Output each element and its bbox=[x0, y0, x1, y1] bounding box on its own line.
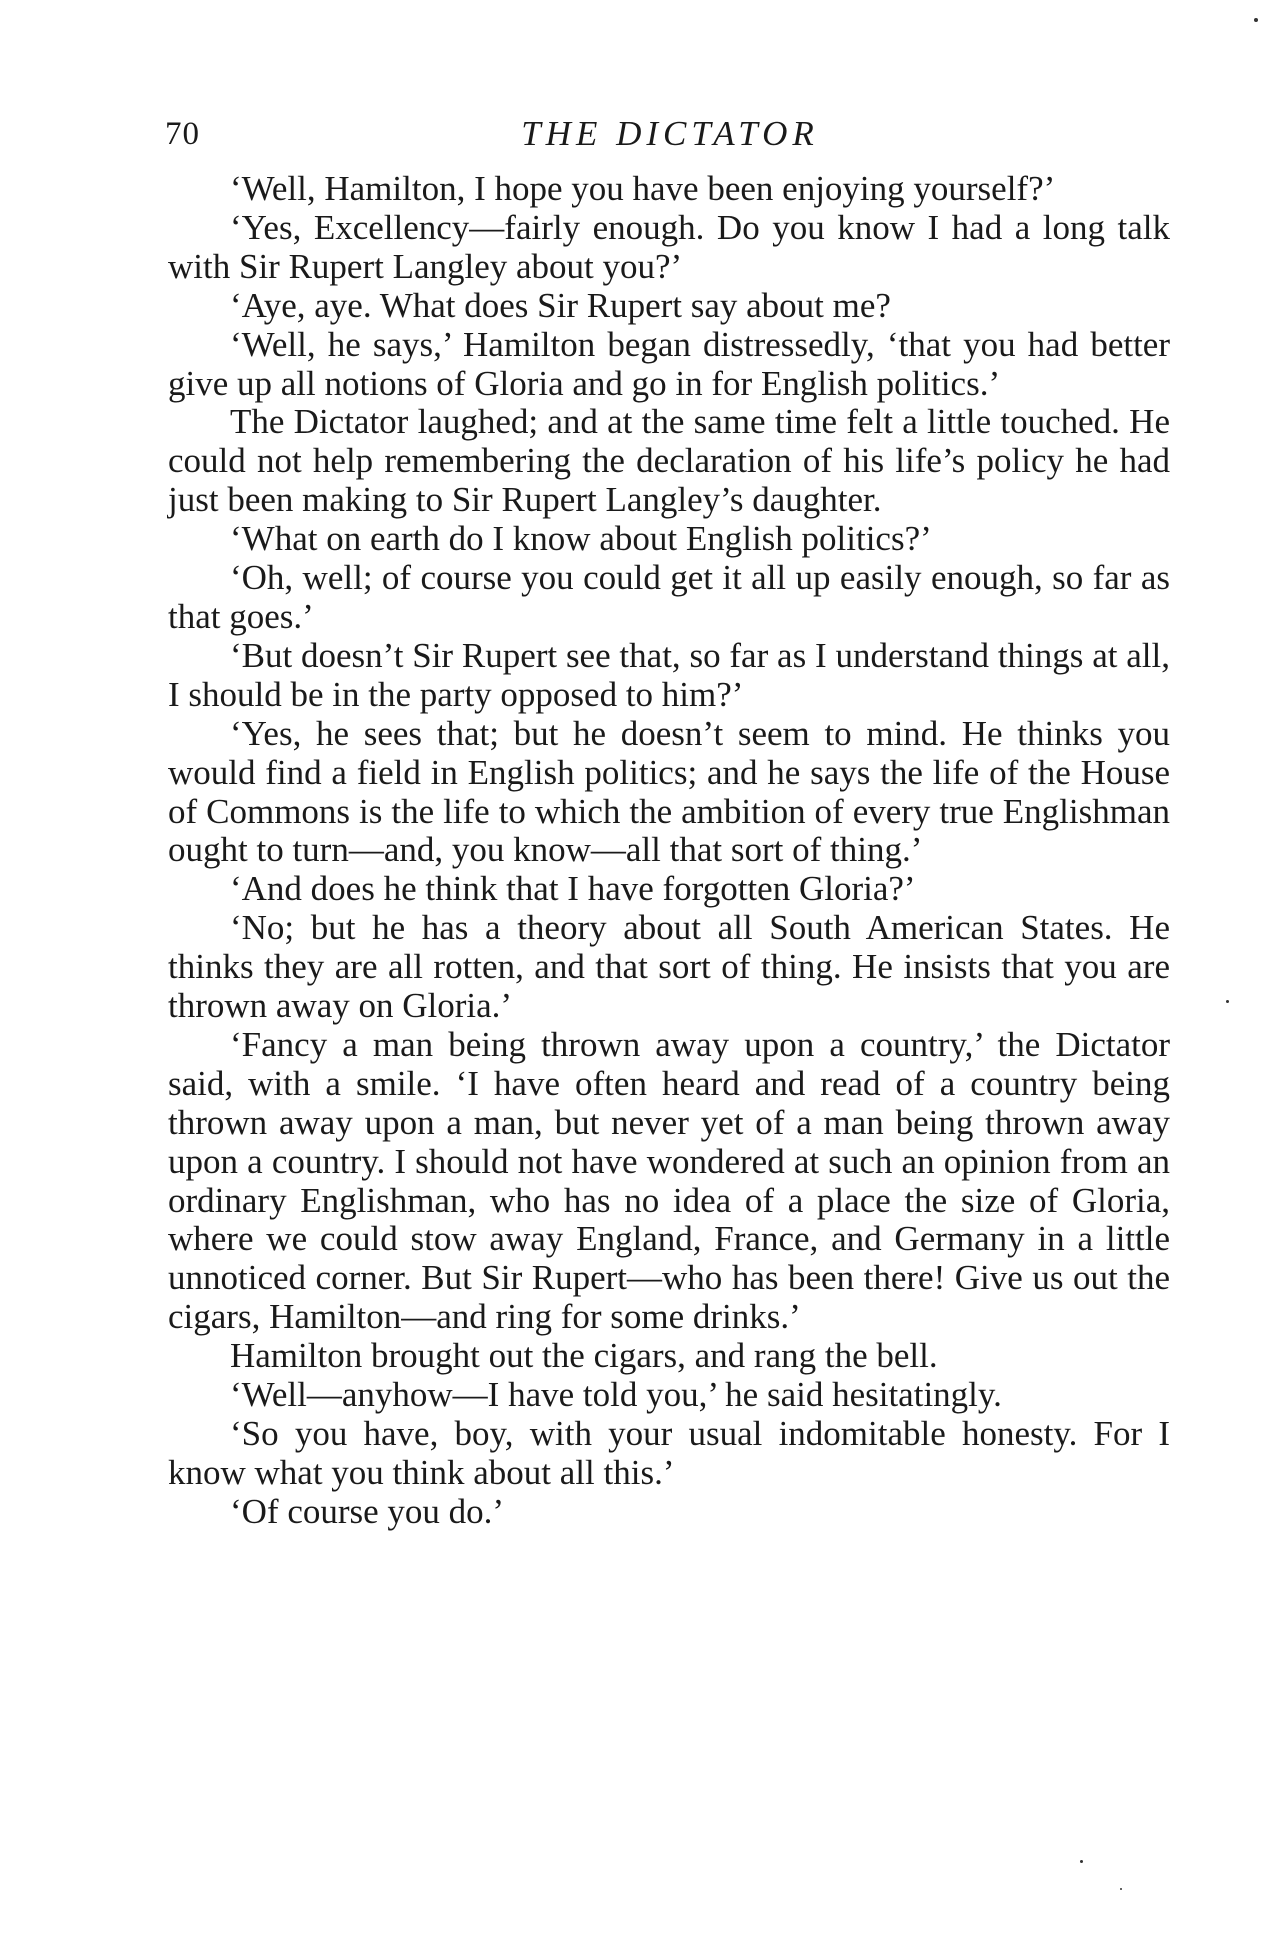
paragraph: ‘Yes, he sees that; but he doesn’t seem to mind. He thinks you would find a field in English politics; and he says the life of the House of Commons is the life to which the ambition of every true Englishman ought to turn—and, you know—all that sort of thing.’ bbox=[168, 713, 1170, 870]
paragraph: ‘Yes, Excellency—fairly enough. Do you know I had a long talk with Sir Rupert Langley about you?’ bbox=[168, 207, 1170, 286]
paragraph: ‘What on earth do I know about English politics?’ bbox=[230, 519, 932, 559]
paragraph: ‘Well—anyhow—I have told you,’ he said hesitatingly. bbox=[230, 1375, 1002, 1415]
body-text bbox=[168, 170, 1170, 1532]
running-title: THE DICTATOR bbox=[521, 114, 819, 153]
paragraph: ‘And does he think that I have forgotten Gloria?’ bbox=[230, 869, 916, 909]
paragraph: ‘Well, Hamilton, I hope you have been enjoying yourself?’ bbox=[230, 169, 1056, 208]
page-number: 70 bbox=[165, 116, 200, 152]
scan-speck bbox=[1120, 1888, 1122, 1890]
scan-speck bbox=[1080, 1860, 1083, 1863]
scan-speck bbox=[1226, 1000, 1229, 1003]
paragraph: Hamilton brought out the cigars, and rang the bell. bbox=[230, 1336, 938, 1376]
paragraph: ‘Aye, aye. What does Sir Rupert say about me? bbox=[230, 285, 891, 325]
paragraph: ‘Oh, well; of course you could get it all up easily enough, so far as that goes.’ bbox=[168, 558, 1170, 636]
paragraph: ‘But doesn’t Sir Rupert see that, so far as I understand things at all, I should be in the party opposed to him?’ bbox=[168, 635, 1170, 714]
paragraph: ‘So you have, boy, with your usual indomitable honesty. For I know what you think about all this.’ bbox=[168, 1414, 1170, 1492]
paragraph: The Dictator laughed; and at the same time felt a little touched. He could not help remembering the declaration of his life’s policy he had just been making to Sir Rupert Langley’s daughter. bbox=[168, 402, 1170, 520]
paragraph: ‘Fancy a man being thrown away upon a country,’ the Dictator said, with a smile. ‘I have often heard and read of a country being thrown away upon a man, but never yet of a man being thrown away upon a country. I should not have wondered at such an opinion from an ordinary Englishman, who has no idea of a place the size of Gloria, where we could stow away England, France, and Germany in a little unnoticed corner. But Sir Rupert—who has been there! Give us out the cigars, Hamilton—and ring for some drinks.’ bbox=[168, 1024, 1170, 1337]
paragraph: ‘No; but he has a theory about all South American States. He thinks they are all rotten, and that sort of thing. He insists that you are thrown away on Gloria.’ bbox=[168, 908, 1170, 1026]
paragraph: ‘Of course you do.’ bbox=[230, 1491, 505, 1531]
scan-speck bbox=[1254, 18, 1258, 22]
paragraph: ‘Well, he says,’ Hamilton began distressedly, ‘that you had better give up all notions of Gloria and go in for English politics.’ bbox=[168, 324, 1170, 403]
running-head bbox=[165, 112, 1175, 156]
